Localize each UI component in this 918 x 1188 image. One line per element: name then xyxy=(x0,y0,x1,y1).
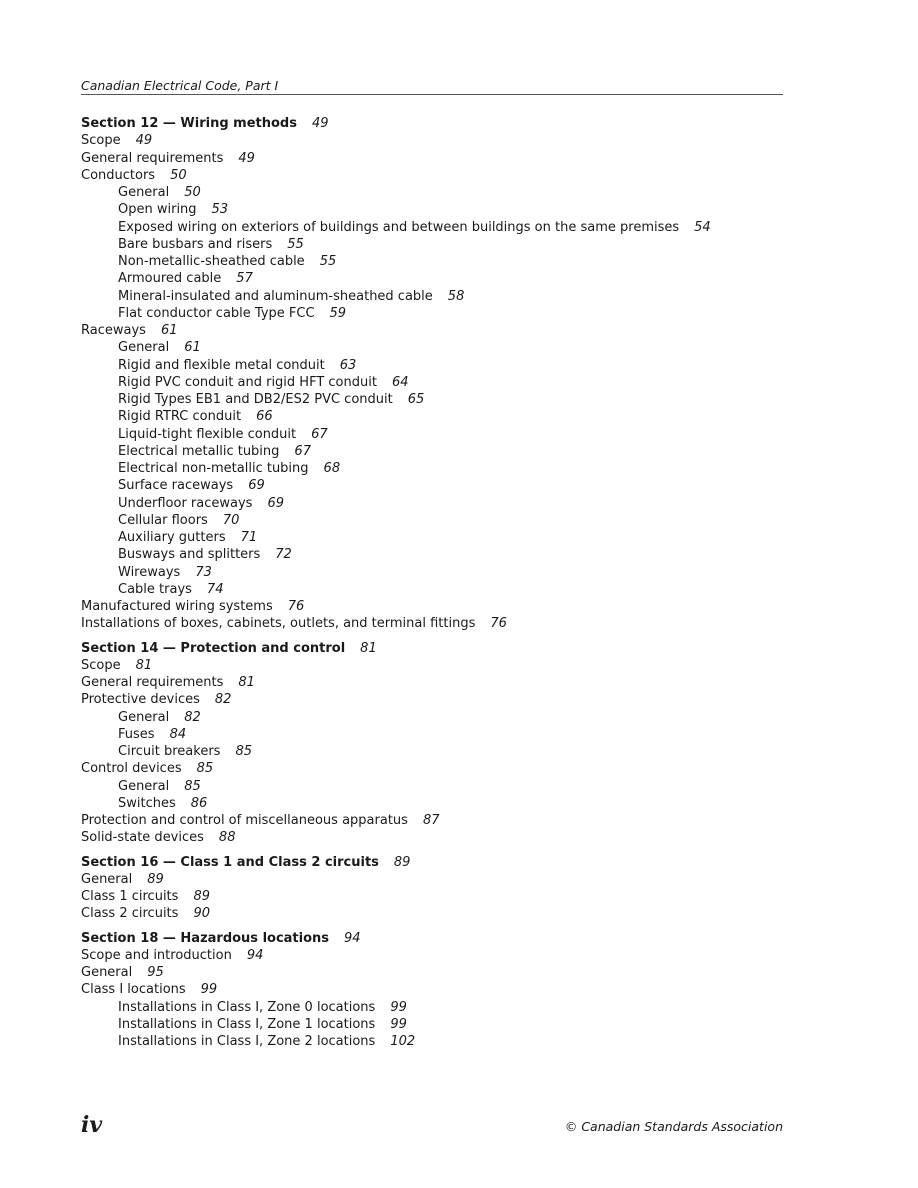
entry-page-number: 81 xyxy=(238,675,255,690)
entry-page-number: 61 xyxy=(184,340,201,356)
entry-title: Solid-state devices xyxy=(81,830,204,846)
toc-subentry xyxy=(81,357,801,374)
toc-subentry xyxy=(81,236,801,253)
copyright-notice: © Canadian Standards Association xyxy=(564,1119,783,1134)
toc-subentry xyxy=(81,581,801,598)
entry-page-number: 99 xyxy=(390,1016,407,1032)
entry-title: Control devices xyxy=(81,761,182,777)
entry-title: Bare busbars and risers xyxy=(118,236,273,252)
entry-page-number: 61 xyxy=(160,323,178,338)
entry-page-number: 55 xyxy=(287,236,304,252)
section-heading-title: Section 18 — Hazardous locations xyxy=(81,930,330,946)
entry-title: Protection and control of miscellaneous apparatus xyxy=(81,813,408,828)
toc-entry xyxy=(81,132,801,149)
entry-title: Open wiring xyxy=(118,202,197,218)
entry-title: Cellular floors xyxy=(118,512,208,528)
entry-title: Protective devices xyxy=(81,692,200,708)
section-heading-page: 49 xyxy=(311,116,329,131)
entry-title: General xyxy=(118,778,170,794)
toc-entry xyxy=(81,829,801,846)
entry-title: Scope xyxy=(81,133,121,149)
toc-subentry xyxy=(81,460,801,477)
toc-subentry xyxy=(81,374,801,391)
entry-page-number: 71 xyxy=(240,530,258,545)
entry-page-number: 66 xyxy=(256,409,273,425)
entry-title: General xyxy=(118,185,170,200)
toc-subentry xyxy=(81,743,801,760)
entry-page-number: 72 xyxy=(275,547,292,563)
entry-page-number: 57 xyxy=(236,271,253,287)
entry-page-number: 49 xyxy=(238,150,255,166)
entry-title: General xyxy=(118,340,170,356)
entry-page-number: 58 xyxy=(447,288,465,304)
toc-entry xyxy=(81,674,801,691)
entry-title: Rigid PVC conduit and rigid HFT conduit xyxy=(118,374,377,390)
entry-title: Class I locations xyxy=(81,982,186,998)
entry-page-number: 55 xyxy=(319,254,337,269)
entry-page-number: 85 xyxy=(184,778,201,794)
entry-page-number: 95 xyxy=(147,965,164,980)
entry-page-number: 76 xyxy=(490,616,507,632)
entry-page-number: 85 xyxy=(235,744,252,759)
toc-subentry xyxy=(81,477,801,494)
toc-subentry xyxy=(81,512,801,529)
entry-title: Cable trays xyxy=(118,581,192,597)
entry-page-number: 67 xyxy=(294,443,311,459)
section-heading xyxy=(81,854,801,871)
section-heading-page: 94 xyxy=(344,930,361,946)
entry-page-number: 87 xyxy=(422,813,440,828)
entry-page-number: 99 xyxy=(200,982,218,998)
section-heading-title: Section 12 — Wiring methods xyxy=(81,116,297,131)
entry-title: Electrical non-metallic tubing xyxy=(118,461,309,476)
toc-entry xyxy=(81,167,801,184)
entry-title: Armoured cable xyxy=(118,271,222,287)
toc-subentry xyxy=(81,709,801,726)
toc-subentry xyxy=(81,288,801,305)
entry-page-number: 81 xyxy=(135,657,153,673)
toc-entry xyxy=(81,615,801,632)
toc-entry xyxy=(81,981,801,998)
entry-title: General requirements xyxy=(81,675,224,690)
entry-title: Manufactured wiring systems xyxy=(81,599,273,614)
entry-title: Wireways xyxy=(118,564,181,580)
toc-subentry xyxy=(81,1016,801,1033)
entry-title: Busways and splitters xyxy=(118,547,261,563)
entry-page-number: 90 xyxy=(193,906,210,922)
toc-subentry xyxy=(81,1033,801,1050)
entry-page-number: 99 xyxy=(390,999,407,1015)
toc-subentry xyxy=(81,529,801,546)
entry-page-number: 67 xyxy=(311,426,328,442)
entry-page-number: 85 xyxy=(196,761,214,777)
entry-title: Installations in Class I, Zone 1 locations xyxy=(118,1016,376,1032)
toc-subentry xyxy=(81,426,801,443)
toc-subentry xyxy=(81,564,801,581)
section-heading-page: 81 xyxy=(360,640,377,656)
entry-title: General requirements xyxy=(81,150,224,166)
toc-subentry xyxy=(81,495,801,512)
entry-page-number: 50 xyxy=(184,185,201,200)
toc-subentry xyxy=(81,999,801,1016)
toc-subentry xyxy=(81,408,801,425)
entry-title: Scope and introduction xyxy=(81,947,232,963)
entry-title: Non-metallic-sheathed cable xyxy=(118,254,305,269)
entry-page-number: 82 xyxy=(184,709,201,725)
entry-title: Class 1 circuits xyxy=(81,889,179,904)
entry-title: Installations in Class I, Zone 2 locations xyxy=(118,1034,376,1049)
toc-subentry xyxy=(81,184,801,201)
entry-title: Rigid and flexible metal conduit xyxy=(118,357,325,373)
toc-subentry xyxy=(81,391,801,408)
toc-section xyxy=(81,115,801,633)
entry-page-number: 59 xyxy=(329,305,347,321)
toc-entry xyxy=(81,150,801,167)
section-heading-page: 89 xyxy=(393,854,411,870)
toc-entry xyxy=(81,691,801,708)
toc-entry xyxy=(81,888,801,905)
entry-title: Rigid Types EB1 and DB2/ES2 PVC conduit xyxy=(118,392,393,407)
entry-page-number: 54 xyxy=(694,219,711,235)
entry-page-number: 64 xyxy=(391,374,409,390)
toc-entry xyxy=(81,905,801,922)
toc-subentry xyxy=(81,546,801,563)
section-heading-title: Section 16 — Class 1 and Class 2 circuits xyxy=(81,854,379,870)
entry-page-number: 65 xyxy=(407,392,425,407)
toc-entry xyxy=(81,812,801,829)
entry-title: Rigid RTRC conduit xyxy=(118,409,242,425)
entry-title: General xyxy=(81,871,133,887)
entry-page-number: 74 xyxy=(206,581,224,597)
entry-page-number: 53 xyxy=(211,202,229,218)
toc-subentry xyxy=(81,201,801,218)
running-header: Canadian Electrical Code, Part I xyxy=(81,78,783,95)
toc-entry xyxy=(81,760,801,777)
entry-title: Raceways xyxy=(81,323,146,338)
entry-title: Conductors xyxy=(81,167,156,183)
toc-subentry xyxy=(81,726,801,743)
section-heading xyxy=(81,640,801,657)
entry-title: Circuit breakers xyxy=(118,744,221,759)
entry-title: Installations in Class I, Zone 0 locations xyxy=(118,999,376,1015)
entry-title: Surface raceways xyxy=(118,478,234,494)
entry-title: Scope xyxy=(81,657,121,673)
toc-subentry xyxy=(81,778,801,795)
toc-subentry xyxy=(81,270,801,287)
entry-page-number: 68 xyxy=(323,461,341,476)
entry-page-number: 88 xyxy=(218,830,236,846)
entry-page-number: 84 xyxy=(169,726,187,742)
toc-entry xyxy=(81,947,801,964)
entry-page-number: 82 xyxy=(214,692,232,708)
entry-page-number: 73 xyxy=(195,564,212,580)
entry-title: Underfloor raceways xyxy=(118,495,253,511)
entry-page-number: 86 xyxy=(190,795,208,811)
entry-title: Flat conductor cable Type FCC xyxy=(118,305,315,321)
toc-entry xyxy=(81,964,801,981)
entry-title: Fuses xyxy=(118,726,155,742)
toc-subentry xyxy=(81,253,801,270)
toc-subentry xyxy=(81,219,801,236)
toc-section xyxy=(81,640,801,847)
toc-subentry xyxy=(81,305,801,322)
entry-title: Liquid-tight flexible conduit xyxy=(118,426,297,442)
page-folio: iv xyxy=(81,1112,103,1138)
toc-entry xyxy=(81,657,801,674)
entry-page-number: 69 xyxy=(267,495,284,511)
table-of-contents xyxy=(81,115,801,1057)
entry-page-number: 70 xyxy=(222,512,240,528)
entry-title: Auxiliary gutters xyxy=(118,530,226,545)
entry-page-number: 49 xyxy=(135,133,153,149)
entry-title: Class 2 circuits xyxy=(81,906,179,922)
toc-section xyxy=(81,854,801,923)
entry-page-number: 94 xyxy=(246,947,264,963)
toc-subentry xyxy=(81,339,801,356)
entry-page-number: 63 xyxy=(339,357,357,373)
entry-page-number: 69 xyxy=(248,478,265,494)
section-heading xyxy=(81,115,801,132)
toc-entry xyxy=(81,871,801,888)
entry-title: Mineral-insulated and aluminum-sheathed cable xyxy=(118,288,433,304)
toc-entry xyxy=(81,598,801,615)
entry-title: General xyxy=(81,965,133,980)
entry-page-number: 89 xyxy=(193,889,210,904)
entry-title: Electrical metallic tubing xyxy=(118,443,280,459)
entry-page-number: 89 xyxy=(147,871,164,887)
section-heading xyxy=(81,930,801,947)
section-heading-title: Section 14 — Protection and control xyxy=(81,640,346,656)
toc-entry xyxy=(81,322,801,339)
entry-title: Exposed wiring on exteriors of buildings and between buildings on the same premises xyxy=(118,219,680,235)
toc-subentry xyxy=(81,795,801,812)
entry-title: Switches xyxy=(118,795,176,811)
entry-title: General xyxy=(118,709,170,725)
entry-page-number: 50 xyxy=(170,167,187,183)
entry-page-number: 76 xyxy=(287,599,305,614)
entry-title: Installations of boxes, cabinets, outlets, and terminal fittings xyxy=(81,616,476,632)
toc-subentry xyxy=(81,443,801,460)
entry-page-number: 102 xyxy=(390,1034,416,1049)
toc-section xyxy=(81,930,801,1051)
